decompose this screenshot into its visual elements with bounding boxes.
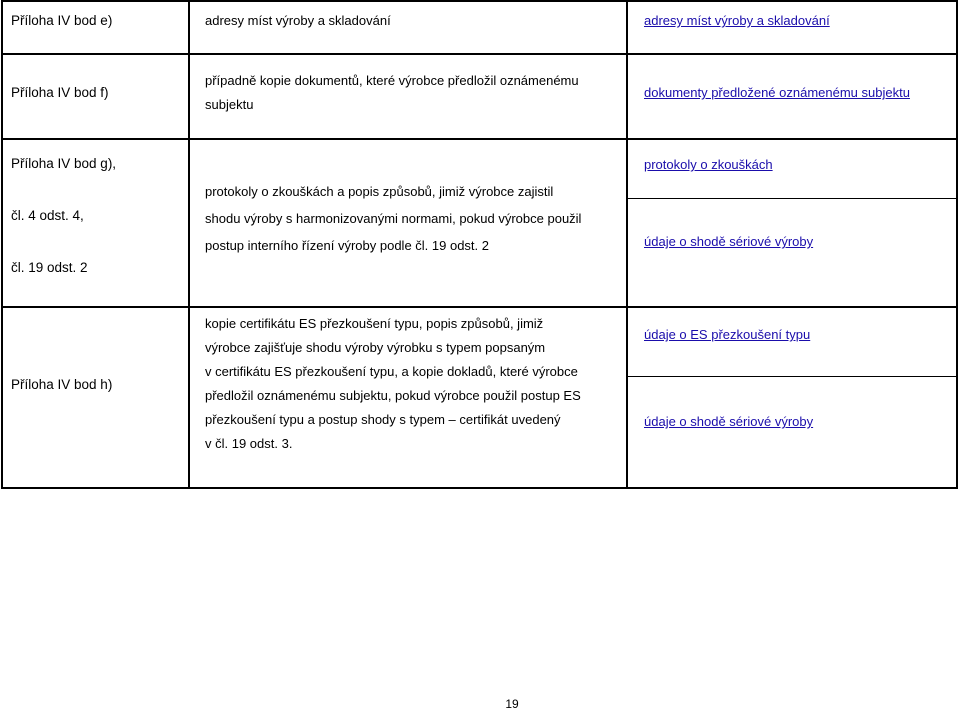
description-line: postup interního řízení výroby podle čl. 19 odst. 2 xyxy=(205,238,490,253)
link-ec-type-examination[interactable]: údaje o ES přezkoušení typu xyxy=(644,327,811,342)
description-line: v čl. 19 odst. 3. xyxy=(205,436,293,451)
label-line: Příloha IV bod g), xyxy=(11,156,117,171)
row-description xyxy=(205,312,619,456)
row-description xyxy=(205,69,619,117)
link-serial-production-conformity[interactable]: údaje o shodě sériové výroby xyxy=(644,234,814,249)
column-divider xyxy=(188,2,190,487)
link-test-reports[interactable]: protokoly o zkouškách xyxy=(644,157,773,172)
label-line: čl. 19 odst. 2 xyxy=(11,260,88,275)
row-label: Příloha IV bod h) xyxy=(11,377,113,392)
link-separator xyxy=(628,198,956,199)
column-divider xyxy=(626,2,628,487)
row-description: adresy míst výroby a skladování xyxy=(205,13,391,28)
description-line: přezkoušení typu a postup shody s typem – certifikát uvedený xyxy=(205,412,561,427)
description-line: shodu výroby s harmonizovanými normami, pokud výrobce použil xyxy=(205,211,582,226)
description-line: protokoly o zkouškách a popis způsobů, jimiž výrobce zajistil xyxy=(205,184,554,199)
page-number: 19 xyxy=(505,697,519,711)
description-line: v certifikátu ES přezkoušení typu, a kopie dokladů, které výrobce xyxy=(205,364,578,379)
link-separator xyxy=(628,376,956,377)
description-line: výrobce zajišťuje shodu výroby výrobku s typem popsaným xyxy=(205,340,546,355)
row-divider xyxy=(3,53,956,55)
link-production-addresses[interactable]: adresy míst výroby a skladování xyxy=(644,13,830,28)
row-label xyxy=(11,151,116,281)
requirements-table xyxy=(1,0,958,489)
row-description xyxy=(205,178,619,259)
description-line: případně kopie dokumentů, které výrobce předložil oznámenému xyxy=(205,73,579,88)
row-label: Příloha IV bod e) xyxy=(11,13,113,28)
link-documents-to-notified-body[interactable]: dokumenty předložené oznámenému subjektu xyxy=(644,85,910,100)
description-line: kopie certifikátu ES přezkoušení typu, popis způsobů, jimiž xyxy=(205,316,544,331)
description-line: předložil oznámenému subjektu, pokud výrobce použil postup ES xyxy=(205,388,581,403)
row-label: Příloha IV bod f) xyxy=(11,85,109,100)
row-divider xyxy=(3,138,956,140)
row-divider xyxy=(3,306,956,308)
link-serial-production-conformity[interactable]: údaje o shodě sériové výroby xyxy=(644,414,814,429)
description-line: subjektu xyxy=(205,97,254,112)
label-line: čl. 4 odst. 4, xyxy=(11,208,84,223)
